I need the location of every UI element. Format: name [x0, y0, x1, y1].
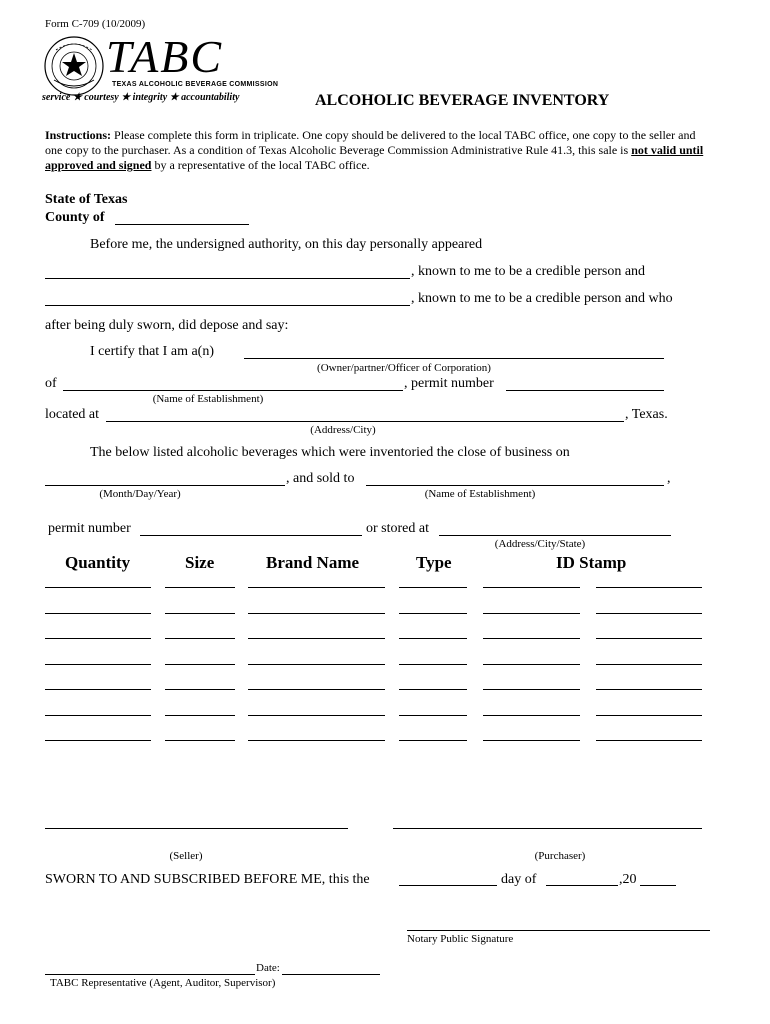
sworn-month-field[interactable]: [546, 885, 618, 886]
size-field[interactable]: [165, 740, 235, 741]
id-stamp-b-field[interactable]: [596, 638, 702, 639]
instructions-tail: by a representative of the local TABC office.: [151, 158, 370, 172]
inventory-date-field[interactable]: [45, 485, 285, 486]
instructions-label: Instructions:: [45, 128, 112, 142]
year-prefix: ,20: [619, 872, 637, 887]
of-label: of: [45, 376, 57, 391]
credible-1-text: , known to me to be a credible person and: [411, 264, 646, 279]
agency-name: TEXAS ALCOHOLIC BEVERAGE COMMISSION: [112, 81, 279, 88]
size-field[interactable]: [165, 638, 235, 639]
id-stamp-a-field[interactable]: [483, 715, 580, 716]
header-type: Type: [416, 553, 452, 572]
venue-county-label: County of: [45, 210, 105, 225]
person-2-field[interactable]: [45, 305, 410, 306]
brand-name-field[interactable]: [248, 664, 385, 665]
tabc-logo: [40, 31, 280, 111]
id-stamp-a-field[interactable]: [483, 664, 580, 665]
id-stamp-a-field[interactable]: [483, 689, 580, 690]
tabc-rep-caption: TABC Representative (Agent, Auditor, Supervisor): [50, 977, 276, 989]
permit-number-label: permit number: [48, 521, 131, 536]
sworn-year-field[interactable]: [640, 885, 676, 886]
id-stamp-b-field[interactable]: [596, 689, 702, 690]
type-field[interactable]: [399, 638, 467, 639]
sold-to-comma: ,: [667, 471, 671, 486]
tabc-letters: TABC: [106, 31, 224, 82]
stored-address-field[interactable]: [439, 535, 671, 536]
day-of-label: day of: [501, 872, 537, 887]
type-field[interactable]: [399, 740, 467, 741]
type-field[interactable]: [399, 587, 467, 588]
brand-name-field[interactable]: [248, 587, 385, 588]
located-label: located at: [45, 407, 100, 422]
sold-establishment-caption: (Name of Establishment): [424, 488, 536, 500]
tabc-rep-signature-field[interactable]: [45, 974, 255, 975]
sold-to-label: , and sold to: [286, 471, 355, 486]
id-stamp-a-field[interactable]: [483, 613, 580, 614]
type-field[interactable]: [399, 613, 467, 614]
id-stamp-b-field[interactable]: [596, 664, 702, 665]
form-number: Form C-709 (10/2009): [45, 18, 146, 30]
seller-caption: (Seller): [169, 850, 203, 862]
quantity-field[interactable]: [45, 689, 151, 690]
buyer-permit-field[interactable]: [140, 535, 362, 536]
header-size: Size: [185, 553, 215, 572]
instructions: [45, 128, 710, 173]
id-stamp-b-field[interactable]: [596, 740, 702, 741]
quantity-field[interactable]: [45, 715, 151, 716]
header-brand-name: Brand Name: [266, 553, 360, 572]
county-field[interactable]: [115, 224, 249, 225]
size-field[interactable]: [165, 715, 235, 716]
notary-caption: Notary Public Signature: [407, 933, 514, 945]
establishment-caption: (Name of Establishment): [152, 393, 264, 405]
brand-name-field[interactable]: [248, 638, 385, 639]
id-stamp-b-field[interactable]: [596, 613, 702, 614]
sworn-prefix: SWORN TO AND SUBSCRIBED BEFORE ME, this the: [45, 872, 370, 887]
id-stamp-a-field[interactable]: [483, 638, 580, 639]
permit-number-field[interactable]: [506, 390, 664, 391]
inventoried-text: The below listed alcoholic beverages which were inventoried the close of business on: [90, 445, 570, 460]
quantity-field[interactable]: [45, 613, 151, 614]
quantity-field[interactable]: [45, 638, 151, 639]
type-field[interactable]: [399, 715, 467, 716]
type-field[interactable]: [399, 664, 467, 665]
type-field[interactable]: [399, 689, 467, 690]
id-stamp-b-field[interactable]: [596, 715, 702, 716]
address-caption: (Address/City): [310, 424, 376, 436]
sworn-text: after being duly sworn, did depose and say:: [45, 318, 289, 333]
date-label: Date:: [256, 962, 280, 974]
sworn-day-field[interactable]: [399, 885, 497, 886]
person-1-field[interactable]: [45, 278, 410, 279]
stored-caption: (Address/City/State): [494, 538, 586, 550]
instructions-text: Please complete this form in triplicate. One copy should be delivered to the local TABC office, one copy to the seller and one copy to the purchaser. As a condition of Texas Alcoholic Beverage Commission Administrative Rule 41.3, this sale is: [45, 128, 696, 157]
logo-tagline: service ★ courtesy ★ integrity ★ accountability: [42, 92, 240, 103]
permit-label: , permit number: [404, 376, 494, 391]
address-field[interactable]: [106, 421, 624, 422]
instructions-emphasis: not valid until approved and signed: [45, 143, 704, 172]
size-field[interactable]: [165, 689, 235, 690]
brand-name-field[interactable]: [248, 740, 385, 741]
sold-to-field[interactable]: [366, 485, 664, 486]
certify-role-field[interactable]: [244, 358, 664, 359]
date-caption: (Month/Day/Year): [99, 488, 181, 500]
header-quantity: Quantity: [65, 553, 131, 572]
seller-signature-field[interactable]: [45, 828, 348, 829]
stored-label: or stored at: [366, 521, 429, 536]
id-stamp-a-field[interactable]: [483, 587, 580, 588]
header-id-stamp: ID Stamp: [556, 553, 627, 572]
quantity-field[interactable]: [45, 740, 151, 741]
brand-name-field[interactable]: [248, 689, 385, 690]
purchaser-signature-field[interactable]: [393, 828, 702, 829]
id-stamp-a-field[interactable]: [483, 740, 580, 741]
page-title: ALCOHOLIC BEVERAGE INVENTORY: [315, 92, 610, 109]
venue-state: State of Texas: [45, 192, 128, 207]
texas-label: , Texas.: [625, 407, 668, 422]
appeared-text: Before me, the undersigned authority, on this day personally appeared: [90, 237, 483, 252]
credible-2-text: , known to me to be a credible person and who: [411, 291, 673, 306]
size-field[interactable]: [165, 613, 235, 614]
size-field[interactable]: [165, 664, 235, 665]
quantity-field[interactable]: [45, 587, 151, 588]
certify-label: I certify that I am a(n): [90, 344, 214, 359]
brand-name-field[interactable]: [248, 613, 385, 614]
purchaser-caption: (Purchaser): [534, 850, 586, 862]
id-stamp-b-field[interactable]: [596, 587, 702, 588]
quantity-field[interactable]: [45, 664, 151, 665]
size-field[interactable]: [165, 587, 235, 588]
tabc-rep-date-field[interactable]: [282, 974, 380, 975]
establishment-field[interactable]: [63, 390, 403, 391]
certify-caption: (Owner/partner/Officer of Corporation): [317, 362, 491, 374]
brand-name-field[interactable]: [248, 715, 385, 716]
notary-signature-field[interactable]: [407, 930, 710, 931]
